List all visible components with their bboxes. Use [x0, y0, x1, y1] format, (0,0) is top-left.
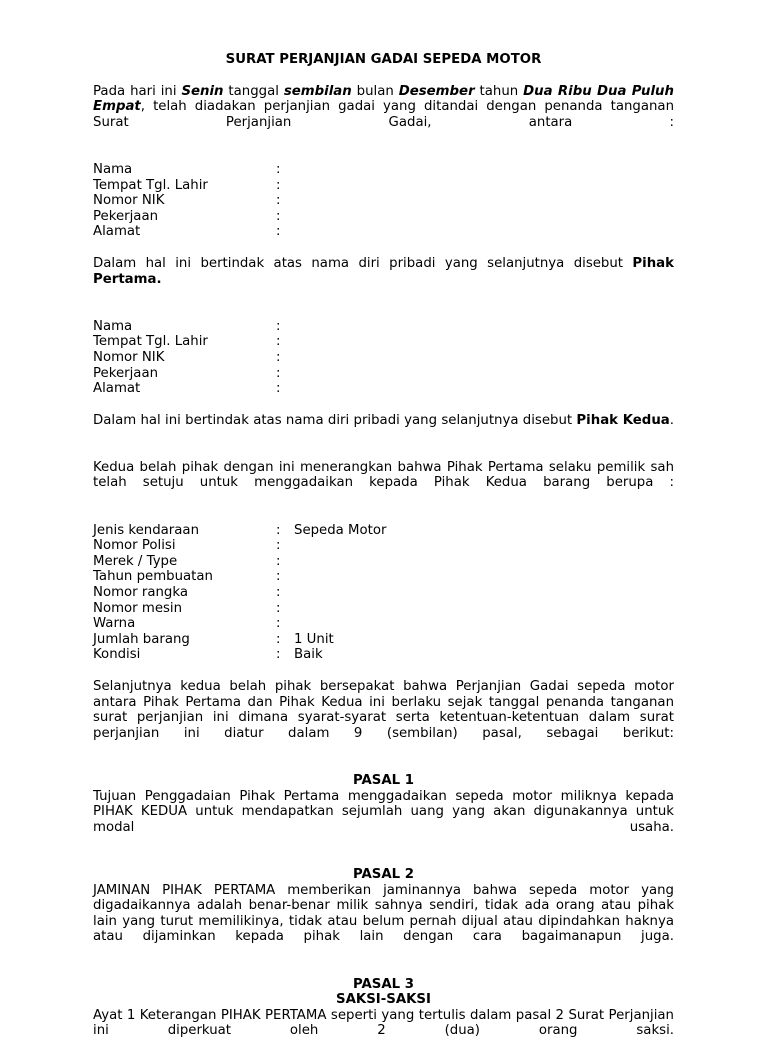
- field-row: [93, 554, 674, 570]
- field-row: [93, 632, 674, 648]
- pasal-text: Tujuan Penggadaian Pihak Pertama menggadaikan sepeda motor miliknya kepada PIHAK KEDUA untuk mendapatkan sejumlah uang yang akan digunakannya untuk modal usaha.: [93, 788, 674, 835]
- statement-suffix: .: [669, 412, 674, 428]
- pasal-heading: PASAL 3: [352, 976, 415, 992]
- field-label: Nomor NIK: [93, 349, 165, 365]
- spacer: [93, 303, 674, 319]
- field-label: Nama: [93, 161, 133, 177]
- field-label: Tahun pembuatan: [93, 569, 213, 585]
- field-label: Pekerjaan: [93, 365, 159, 381]
- spacer: [93, 961, 674, 977]
- spacer: [93, 663, 674, 679]
- field-row: [93, 647, 674, 663]
- spacer: [93, 68, 674, 84]
- field-colon: :: [276, 600, 281, 616]
- field-row: [93, 193, 674, 209]
- party1-statement: [93, 256, 674, 303]
- field-row: [93, 601, 674, 617]
- field-colon: :: [276, 365, 281, 381]
- field-colon: :: [276, 553, 281, 569]
- party1-fields: [93, 162, 674, 240]
- field-label: Jenis kendaraan: [93, 522, 199, 538]
- field-colon: :: [276, 631, 281, 647]
- field-row: [93, 616, 674, 632]
- terms-intro: Selanjutnya kedua belah pihak bersepakat bahwa Perjanjian Gadai sepeda motor antara Pihak Pertama dan Pihak Kedua ini berlaku sejak tanggal penanda tanganan surat perjanjian ini dimana syarat-syarat serta ketentuan-ketentuan dalam surat perjanjian ini diatur dalam 9 (sembilan) pasal, sebagai berikut:: [93, 679, 674, 741]
- field-label: Jumlah barang: [93, 631, 190, 647]
- field-row: [93, 569, 674, 585]
- field-label: Nomor rangka: [93, 585, 188, 601]
- field-label: Alamat: [93, 381, 141, 397]
- field-colon: :: [276, 318, 281, 334]
- field-colon: :: [276, 647, 281, 663]
- field-label: Warna: [93, 616, 136, 632]
- field-row: [93, 381, 674, 397]
- party2-role: Pihak Kedua: [576, 412, 670, 428]
- field-label: Nomor mesin: [93, 600, 183, 616]
- spacer: [93, 507, 674, 523]
- intro-text: tanggal: [223, 83, 284, 99]
- party2-statement: [93, 413, 674, 444]
- field-colon: :: [276, 585, 281, 601]
- spacer: [93, 240, 674, 256]
- pasal-heading: PASAL 1: [352, 772, 415, 788]
- intro-day: Senin: [181, 83, 224, 99]
- field-row: [93, 350, 674, 366]
- field-colon: :: [276, 522, 281, 538]
- pasal-heading: PASAL 2: [352, 866, 415, 882]
- field-colon: :: [276, 538, 281, 554]
- intro-month: Desember: [398, 83, 475, 99]
- field-row: [93, 178, 674, 194]
- intro-text: , telah diadakan perjanjian gadai yang ditandai dengan penanda tanganan Surat Perjanjian Gadai, antara :: [93, 99, 674, 130]
- field-label: Tempat Tgl. Lahir: [93, 334, 208, 350]
- pasal-text: JAMINAN PIHAK PERTAMA memberikan jaminannya bahwa sepeda motor yang digadaikannya adalah benar-benar milik sahnya sendiri, tidak ada orang atau pihak lain yang turut memilikinya, tidak atau belum pernah dijual atau dipindahkan haknya atau dijaminkan kepada pihak lain dengan cara bagaimanapun juga.: [93, 882, 674, 945]
- pasal-text: Ayat 1 Keterangan PIHAK PERTAMA seperti yang tertulis dalam pasal 2 Surat Perjanjian ini diperkuat oleh 2 (dua) orang saksi.: [93, 1007, 674, 1039]
- field-label: Nomor NIK: [93, 193, 165, 209]
- statement-text: Dalam hal ini bertindak atas nama diri pribadi yang selanjutnya disebut: [93, 255, 633, 271]
- intro-text: Pada hari ini: [93, 83, 182, 99]
- spacer: [93, 851, 674, 867]
- field-colon: :: [276, 208, 281, 224]
- agreement-intro: Kedua belah pihak dengan ini menerangkan bahwa Pihak Pertama selaku pemilik sah telah setuju untuk menggadaikan kepada Pihak Kedua barang berupa :: [93, 459, 674, 491]
- field-colon: :: [276, 177, 281, 193]
- field-label: Alamat: [93, 224, 141, 240]
- field-row: [93, 366, 674, 382]
- statement-text: Dalam hal ini bertindak atas nama diri pribadi yang selanjutnya disebut: [93, 412, 577, 428]
- field-colon: :: [276, 569, 281, 585]
- pasal-subheading: SAKSI-SAKSI: [336, 992, 431, 1008]
- field-value: 1 Unit: [294, 631, 334, 647]
- field-row: [93, 224, 674, 240]
- field-colon: :: [276, 616, 281, 632]
- document-title: SURAT PERJANJIAN GADAI SEPEDA MOTOR: [225, 52, 542, 67]
- field-colon: :: [276, 334, 281, 350]
- field-row: [93, 523, 674, 539]
- intro-year: Dua Ribu Dua Puluh Empat: [93, 83, 674, 115]
- field-value: Sepeda Motor: [294, 522, 387, 538]
- field-label: Nama: [93, 318, 133, 334]
- field-colon: :: [276, 224, 281, 240]
- spacer: [93, 397, 674, 413]
- field-label: Merek / Type: [93, 553, 178, 569]
- field-colon: :: [276, 161, 281, 177]
- vehicle-fields: [93, 523, 674, 663]
- party2-fields: [93, 319, 674, 397]
- field-label: Nomor Polisi: [93, 538, 176, 554]
- field-value: Baik: [294, 647, 323, 663]
- intro-paragraph: [93, 84, 674, 146]
- field-colon: :: [276, 349, 281, 365]
- field-row: [93, 585, 674, 601]
- spacer: [93, 146, 674, 162]
- field-label: Kondisi: [93, 647, 141, 663]
- field-colon: :: [276, 381, 281, 397]
- document-page: [93, 52, 674, 1054]
- field-row: [93, 538, 674, 554]
- intro-text: tahun: [474, 83, 524, 99]
- field-row: [93, 319, 674, 335]
- field-row: [93, 209, 674, 225]
- spacer: [93, 444, 674, 460]
- field-colon: :: [276, 193, 281, 209]
- field-label: Tempat Tgl. Lahir: [93, 177, 208, 193]
- intro-date: sembilan: [283, 83, 352, 99]
- spacer: [93, 757, 674, 773]
- party1-role: Pihak Pertama.: [93, 255, 674, 287]
- field-label: Pekerjaan: [93, 208, 159, 224]
- field-row: [93, 162, 674, 178]
- field-row: [93, 334, 674, 350]
- intro-text: bulan: [351, 83, 399, 99]
